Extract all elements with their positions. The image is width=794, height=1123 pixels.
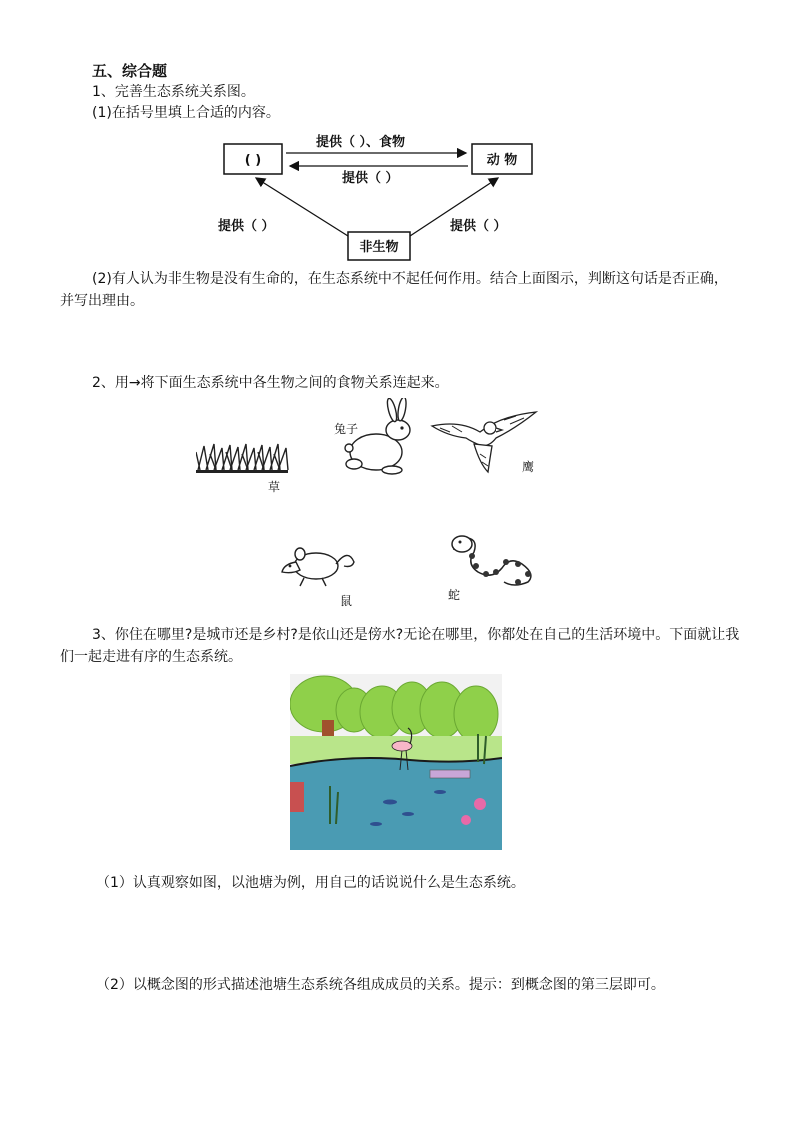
middle-arrow-label: 提供（ ） bbox=[342, 171, 399, 186]
snake-illustration bbox=[444, 530, 544, 590]
section-title: 五、综合题 bbox=[92, 62, 168, 80]
q3-intro: 3、你住在哪里?是城市还是乡村?是依山还是傍水?无论在哪里，你都处在自己的生活环境中。下面就让我们一起走进有序的生态系统。 bbox=[60, 627, 740, 665]
pond-illustration bbox=[290, 674, 502, 850]
ecosystem-diagram bbox=[210, 126, 570, 266]
right-arrow-label: 提供（ ） bbox=[450, 219, 507, 234]
q3-part2: （2）以概念图的形式描述池塘生态系统各组成成员的关系。提示：到概念图的第三层即可。 bbox=[96, 977, 665, 993]
mouse-illustration bbox=[278, 538, 358, 598]
grass-illustration bbox=[196, 440, 296, 490]
q3-part1: （1）认真观察如图，以池塘为例，用自己的话说说什么是生态系统。 bbox=[96, 875, 525, 891]
top-arrow-label: 提供（ ）、食物 bbox=[316, 135, 406, 150]
q2-title: 2、用→将下面生态系统中各生物之间的食物关系连起来。 bbox=[92, 375, 449, 391]
left-box-label: ( ) bbox=[244, 153, 262, 168]
q1-part1: (1)在括号里填上合适的内容。 bbox=[92, 105, 280, 121]
label-eagle: 鹰 bbox=[522, 460, 535, 474]
right-box-label: 动 物 bbox=[486, 153, 518, 168]
label-rabbit: 兔子 bbox=[334, 422, 359, 436]
label-mouse: 鼠 bbox=[340, 594, 353, 608]
label-grass: 草 bbox=[268, 480, 281, 494]
q1-part2: (2)有人认为非生物是没有生命的，在生态系统中不起任何作用。结合上面图示，判断这句话是否正确，并写出理由。 bbox=[60, 271, 728, 309]
left-arrow-label: 提供（ ） bbox=[218, 219, 275, 234]
label-snake: 蛇 bbox=[448, 588, 461, 602]
bottom-box-label: 非生物 bbox=[359, 240, 399, 255]
q1-title: 1、完善生态系统关系图。 bbox=[92, 84, 255, 100]
